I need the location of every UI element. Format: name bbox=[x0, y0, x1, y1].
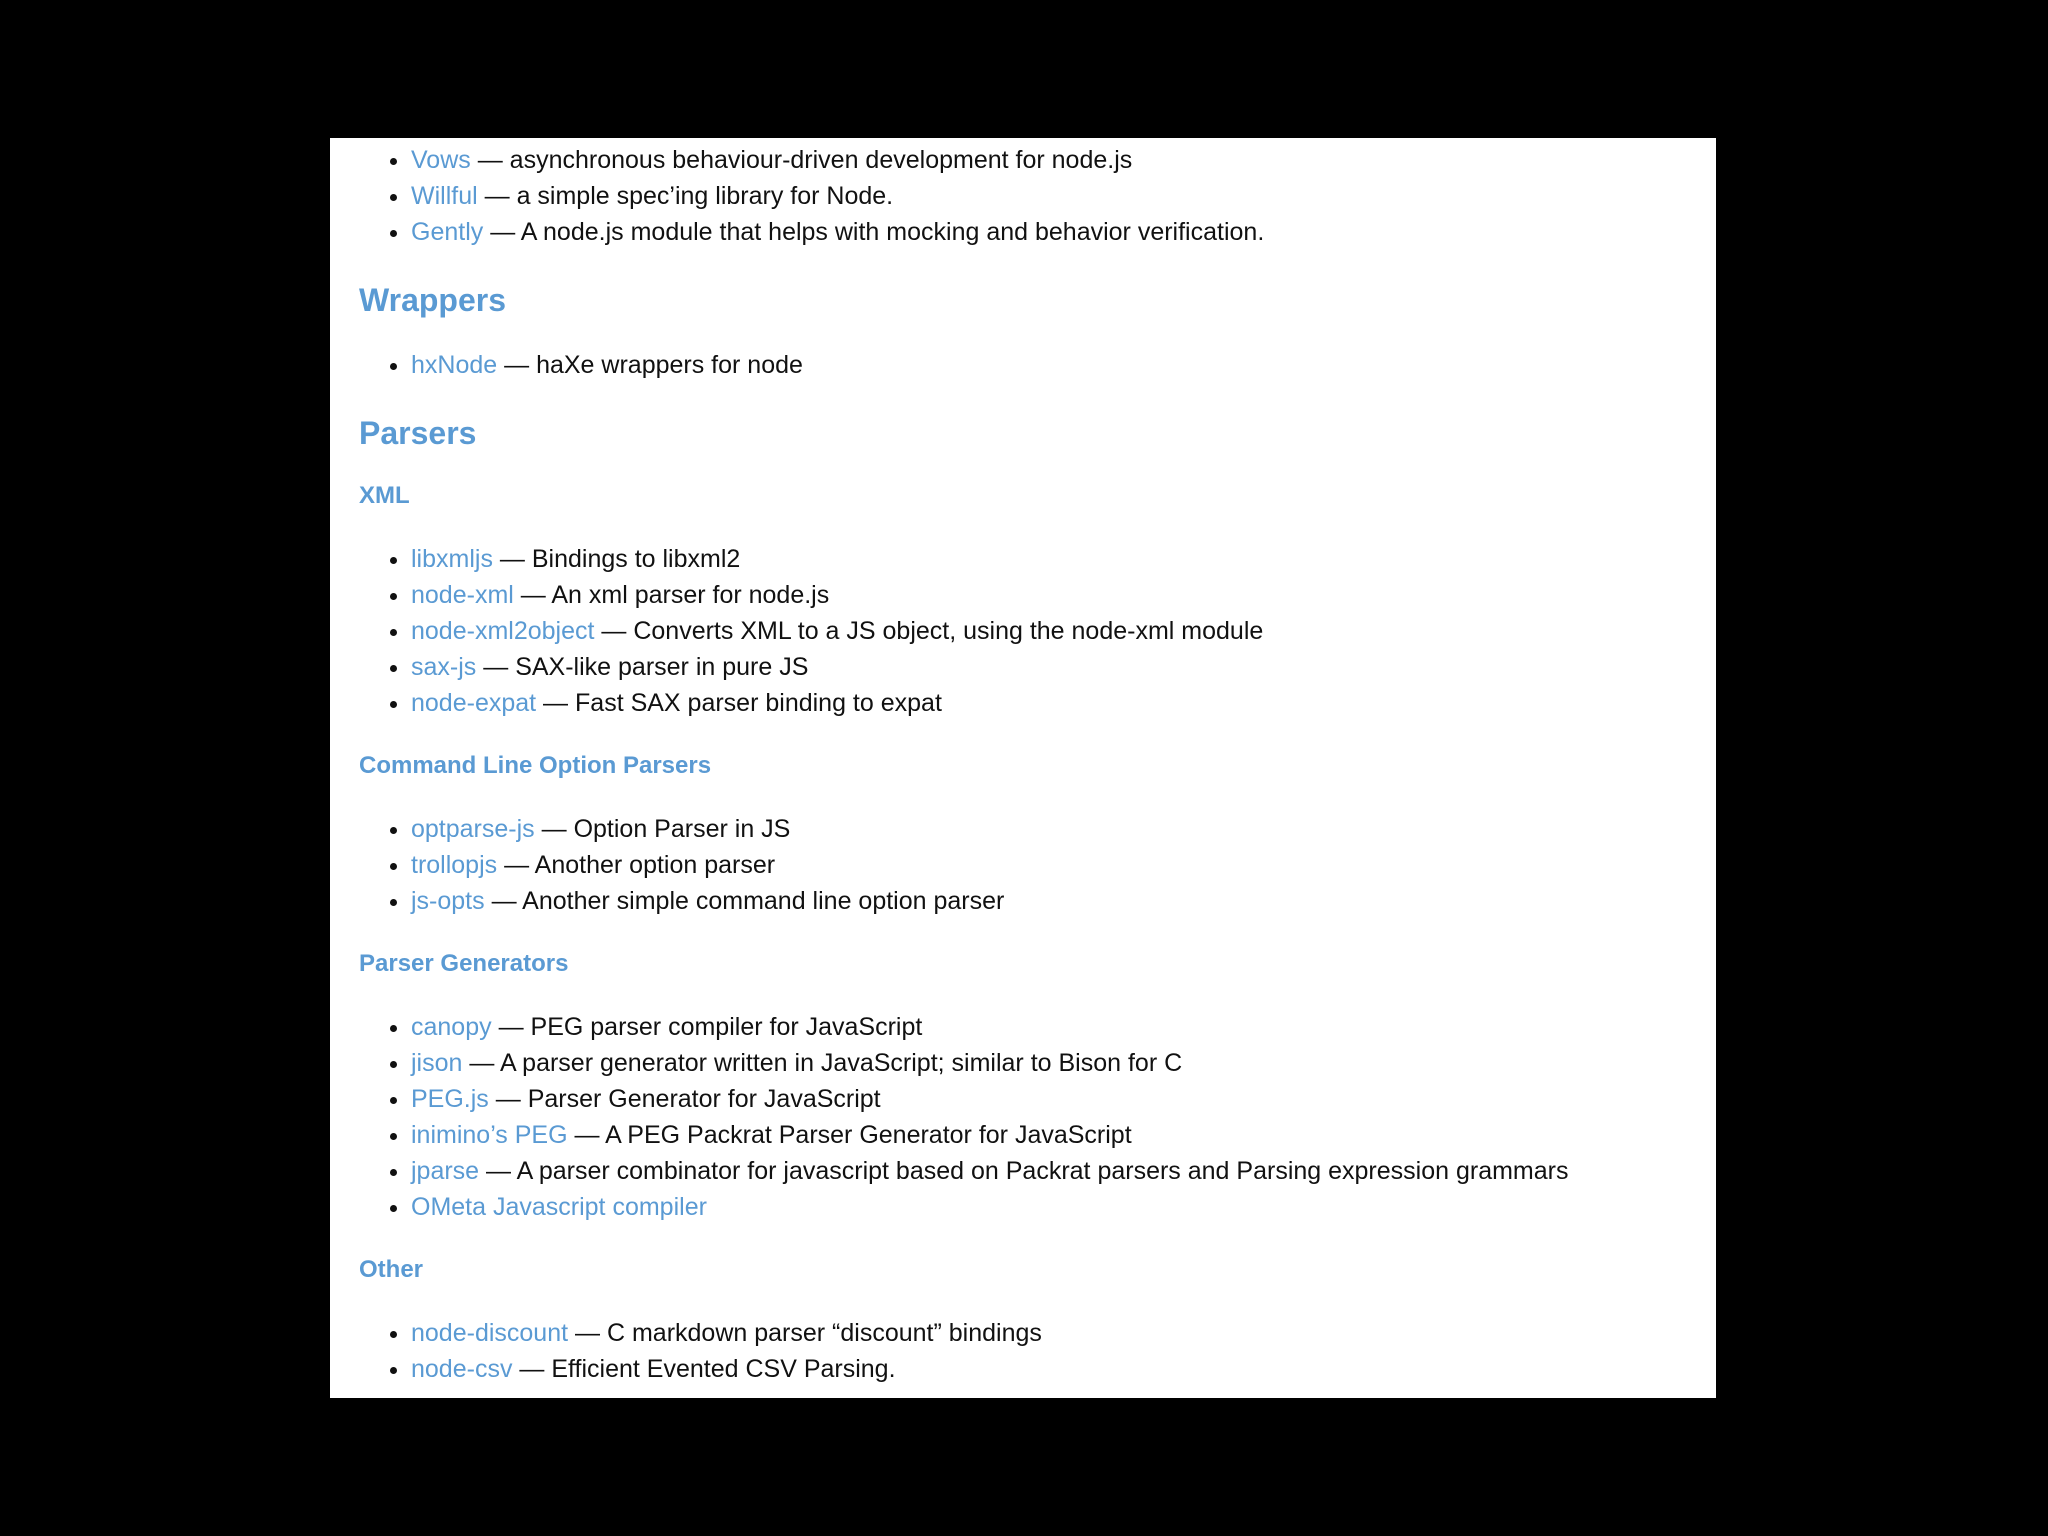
link-willful[interactable]: Willful bbox=[411, 182, 478, 210]
xml-list bbox=[359, 541, 1696, 721]
item-description: Parser Generator for JavaScript bbox=[527, 1085, 881, 1113]
link-sax-js[interactable]: sax-js bbox=[411, 653, 477, 681]
list-item bbox=[411, 649, 1696, 685]
separator: — bbox=[484, 887, 523, 915]
separator: — bbox=[492, 545, 532, 573]
heading-wrappers: Wrappers bbox=[359, 282, 507, 318]
link-node-expat[interactable]: node-expat bbox=[411, 689, 537, 717]
item-description: Efficient Evented CSV Parsing. bbox=[551, 1355, 896, 1383]
list-item bbox=[411, 613, 1696, 649]
list-item bbox=[411, 577, 1696, 613]
separator: — bbox=[491, 1013, 531, 1041]
link-jison[interactable]: jison bbox=[411, 1049, 463, 1077]
list-item bbox=[411, 811, 1696, 847]
list-item bbox=[411, 1045, 1696, 1081]
separator: — bbox=[513, 581, 552, 609]
separator: — bbox=[476, 653, 516, 681]
item-description: A PEG Packrat Parser Generator for JavaScript bbox=[605, 1121, 1132, 1149]
list-item bbox=[411, 1153, 1696, 1189]
heading-command-line-option-parsers: Command Line Option Parsers bbox=[359, 752, 712, 779]
item-description: asynchronous behaviour-driven development for node.js bbox=[509, 146, 1133, 174]
cli-list bbox=[359, 811, 1696, 919]
item-description: A parser combinator for javascript based on Packrat parsers and Parsing expression grammars bbox=[516, 1157, 1569, 1185]
separator: — bbox=[488, 1085, 528, 1113]
document-content bbox=[359, 142, 1696, 1387]
heading-xml: XML bbox=[359, 482, 410, 509]
item-description: Fast SAX parser binding to expat bbox=[575, 689, 942, 717]
heading-parser-generators: Parser Generators bbox=[359, 950, 569, 977]
item-description: Converts XML to a JS object, using the node-xml module bbox=[633, 617, 1264, 645]
link-js-opts[interactable]: js-opts bbox=[411, 887, 485, 915]
link-jparse[interactable]: jparse bbox=[411, 1157, 480, 1185]
list-item bbox=[411, 347, 1696, 383]
item-description: An xml parser for node.js bbox=[551, 581, 830, 609]
link-node-discount[interactable]: node-discount bbox=[411, 1319, 569, 1347]
list-item bbox=[411, 1117, 1696, 1153]
link-vows[interactable]: Vows bbox=[411, 146, 471, 174]
separator: — bbox=[534, 815, 574, 843]
list-item bbox=[411, 883, 1696, 919]
other-list bbox=[359, 1315, 1696, 1387]
separator: — bbox=[497, 851, 535, 879]
heading-parsers: Parsers bbox=[359, 415, 477, 451]
item-description: a simple spec’ing library for Node. bbox=[516, 182, 894, 210]
link-libxmljs[interactable]: libxmljs bbox=[411, 545, 493, 573]
item-description: Another simple command line option parser bbox=[522, 887, 1005, 915]
link-peg-js[interactable]: PEG.js bbox=[411, 1085, 489, 1113]
list-item bbox=[411, 1351, 1696, 1387]
list-item bbox=[411, 214, 1696, 250]
link-inimino-peg[interactable]: inimino’s PEG bbox=[411, 1121, 568, 1149]
separator: — bbox=[483, 218, 521, 246]
list-item bbox=[411, 1315, 1696, 1351]
separator: — bbox=[462, 1049, 500, 1077]
item-description: PEG parser compiler for JavaScript bbox=[530, 1013, 923, 1041]
item-description: C markdown parser “discount” bindings bbox=[606, 1319, 1042, 1347]
item-description: haXe wrappers for node bbox=[536, 351, 803, 379]
link-node-xml2object[interactable]: node-xml2object bbox=[411, 617, 595, 645]
separator: — bbox=[568, 1319, 607, 1347]
list-item bbox=[411, 541, 1696, 577]
item-description: A node.js module that helps with mocking and behavior verification. bbox=[520, 218, 1265, 246]
separator: — bbox=[479, 1157, 517, 1185]
item-description: Option Parser in JS bbox=[573, 815, 791, 843]
separator: — bbox=[536, 689, 576, 717]
wrappers-list bbox=[359, 347, 1696, 383]
separator: — bbox=[477, 182, 517, 210]
separator: — bbox=[512, 1355, 552, 1383]
separator: — bbox=[470, 146, 510, 174]
item-description: Bindings to libxml2 bbox=[531, 545, 741, 573]
list-item bbox=[411, 847, 1696, 883]
link-gently[interactable]: Gently bbox=[411, 218, 484, 246]
link-hxnode[interactable]: hxNode bbox=[411, 351, 498, 379]
list-item bbox=[411, 1009, 1696, 1045]
testing-list bbox=[359, 142, 1696, 250]
list-item bbox=[411, 1081, 1696, 1117]
list-item bbox=[411, 178, 1696, 214]
document-page bbox=[330, 138, 1716, 1398]
separator: — bbox=[594, 617, 634, 645]
link-node-xml[interactable]: node-xml bbox=[411, 581, 514, 609]
separator: — bbox=[497, 351, 537, 379]
link-node-csv[interactable]: node-csv bbox=[411, 1355, 513, 1383]
link-canopy[interactable]: canopy bbox=[411, 1013, 492, 1041]
item-description: SAX-like parser in pure JS bbox=[515, 653, 809, 681]
heading-other: Other bbox=[359, 1256, 424, 1283]
separator: — bbox=[567, 1121, 606, 1149]
link-ometa-javascript-compiler[interactable]: OMeta Javascript compiler bbox=[411, 1193, 707, 1221]
list-item bbox=[411, 1189, 1696, 1225]
item-description: Another option parser bbox=[534, 851, 776, 879]
list-item bbox=[411, 142, 1696, 178]
list-item bbox=[411, 685, 1696, 721]
link-trollopjs[interactable]: trollopjs bbox=[411, 851, 498, 879]
generators-list bbox=[359, 1009, 1696, 1225]
item-description: A parser generator written in JavaScript; similar to Bison for C bbox=[499, 1049, 1183, 1077]
link-optparse-js[interactable]: optparse-js bbox=[411, 815, 535, 843]
